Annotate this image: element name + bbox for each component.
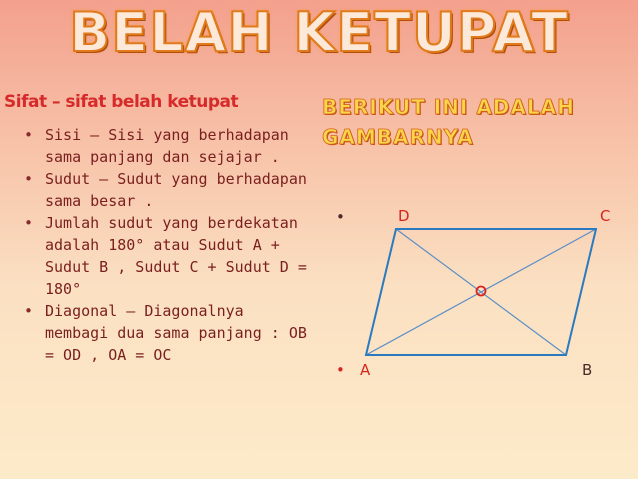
bullet-icon: • bbox=[24, 302, 34, 320]
center-point bbox=[477, 287, 486, 296]
list-item bbox=[18, 212, 308, 300]
property-text: Sudut – Sudut yang berhadapan sama besar . bbox=[45, 170, 307, 210]
vertex-label-b: B bbox=[582, 361, 593, 379]
diagonal-bd bbox=[396, 229, 566, 355]
rhombus-diagram bbox=[320, 195, 638, 385]
bullet-icon: • bbox=[24, 126, 34, 144]
properties-list bbox=[18, 124, 308, 366]
bullet-icon: • bbox=[336, 208, 345, 226]
property-text: Sisi – Sisi yang berhadapan sama panjang dan sejajar . bbox=[45, 126, 289, 166]
rhombus-figure bbox=[320, 195, 638, 385]
list-item bbox=[18, 124, 308, 168]
vertex-label-a: A bbox=[360, 361, 371, 379]
vertex-label-d: D bbox=[398, 207, 410, 225]
property-text: Diagonal – Diagonalnya membagi dua sama panjang : OB = OD , OA = OC bbox=[45, 302, 307, 364]
bullet-icon: • bbox=[336, 361, 345, 379]
properties-heading: Sifat – sifat belah ketupat bbox=[4, 92, 239, 112]
page-title: BELAH KETUPAT bbox=[69, 1, 569, 64]
bullet-icon: • bbox=[24, 214, 34, 232]
vertex-label-c: C bbox=[600, 207, 611, 225]
bullet-icon: • bbox=[24, 170, 34, 188]
property-text: Jumlah sudut yang berdekatan adalah 180° atau Sudut A + Sudut B , Sudut C + Sudut D = 180° bbox=[45, 214, 307, 298]
list-item bbox=[18, 168, 308, 212]
list-item bbox=[18, 300, 308, 366]
figure-heading: BERIKUT INI ADALAH GAMBARNYA bbox=[322, 95, 575, 149]
